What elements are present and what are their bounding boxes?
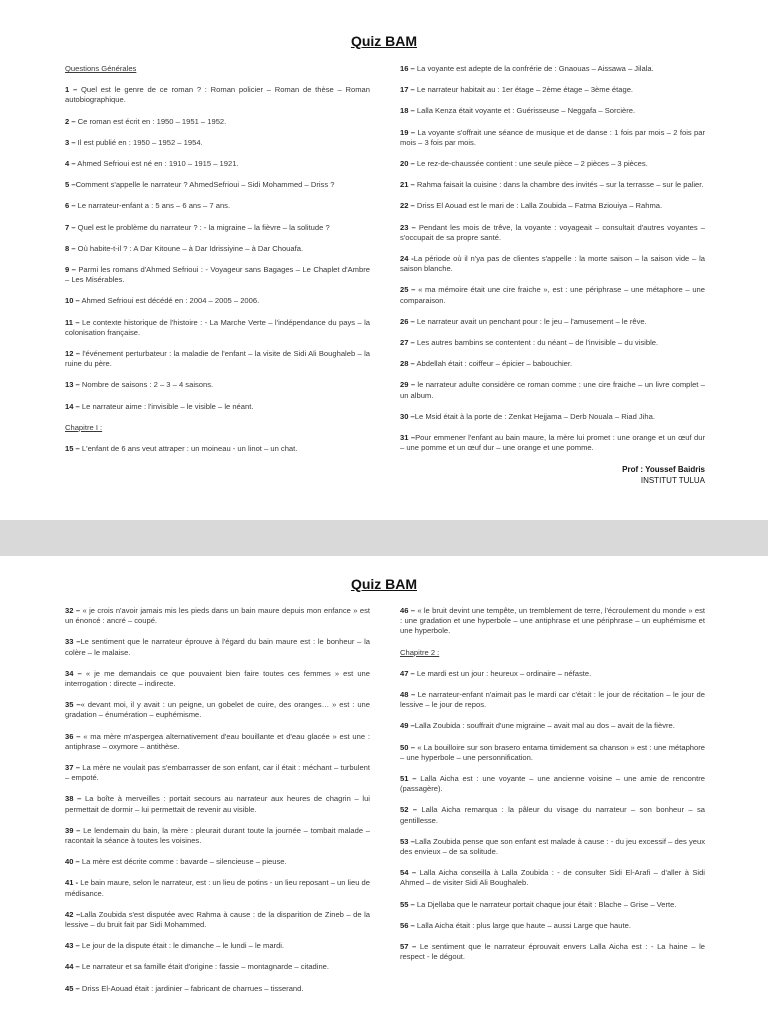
question-text: Lalla Zoubida pense que son enfant est malade à cause : - du jeu excessif – des yeux des envieux – de sa solitude. — [400, 836, 706, 857]
question-text: Quel est le problème du narrateur ? : - la migraine – la fièvre – la solitude ? — [75, 222, 330, 232]
question-item — [65, 763, 370, 783]
question-number: 53 – — [400, 836, 415, 846]
question-number: 50 – — [400, 742, 415, 752]
question-number: 10 – — [65, 296, 80, 306]
question-text: Le rez-de-chaussée contient : une seule pièce – 2 pièces – 3 pièces. — [414, 159, 648, 169]
question-number: 30 – — [400, 411, 415, 421]
question-item — [400, 254, 705, 274]
question-number: 54 – — [400, 868, 417, 878]
question-number: 44 – — [65, 962, 80, 972]
question-text: « La bouilloire sur son brasero entama timidement sa chanson » est : une métaphore – une hyperbole – une personnification. — [400, 742, 706, 762]
question-text: La mère est décrite comme : bavarde – silencieuse – pieuse. — [79, 857, 287, 867]
question-text: Le sentiment que le narrateur éprouvait envers Lalla Aicha est : - La haine – le respect - le dégout. — [400, 942, 705, 962]
question-text: Le mardi est un jour : heureux – ordinaire – néfaste. — [414, 668, 592, 678]
question-number: 16 – — [400, 64, 415, 73]
question-item — [400, 106, 705, 116]
question-text: Quel est le genre de ce roman ? : Roman policier – Roman de thèse – Roman autobiographique. — [65, 85, 370, 105]
question-number: 27 – — [400, 338, 415, 348]
question-number: 3 – — [65, 137, 76, 147]
question-text: Le narrateur-enfant n'aimait pas le mardi car c'était : le jour de récitation – le jour de lessive – le jour de repos. — [400, 690, 705, 710]
question-item — [65, 826, 370, 846]
page-title: Quiz BAM — [350, 33, 418, 49]
question-number: 11 – — [65, 317, 80, 327]
question-number: 34 – — [65, 668, 82, 678]
question-text: La période où il n'ya pas de clientes s'appelle : la morte saison – la saison vide – la saison blanche. — [400, 254, 705, 274]
question-item — [65, 910, 370, 930]
question-item — [65, 637, 370, 657]
question-number: 55 – — [400, 899, 415, 909]
question-number: 14 – — [65, 401, 80, 411]
question-item — [65, 380, 370, 390]
question-item — [400, 721, 705, 731]
question-text: Il est publié en : 1950 – 1952 – 1954. — [75, 137, 203, 147]
question-number: 52 – — [400, 805, 418, 815]
question-number: 8 – — [65, 243, 76, 253]
section-heading-chapter-2: Chapitre 2 : — [400, 647, 440, 657]
question-item — [65, 296, 370, 306]
question-text: Driss El-Aouad était : jardinier – fabricant de charrues – tisserand. — [79, 983, 304, 993]
question-item — [400, 433, 705, 453]
question-list — [400, 606, 705, 637]
page-title: Quiz BAM — [350, 576, 418, 592]
question-text: le narrateur adulte considère ce roman comme : une cire fraiche – un livre complet – un album. — [400, 380, 706, 400]
question-number: 36 – — [65, 731, 81, 741]
question-text: Le narrateur avait un penchant pour : le jeu – l'amusement – le rêve. — [414, 316, 647, 326]
question-text: Le Msid était à la porte de : Zenkat Hejjama – Derb Nouala – Riad Jiha. — [414, 411, 655, 421]
question-item — [65, 962, 370, 972]
question-text: « ma mère m'aspergea alternativement d'eau bouillante et d'eau glacée » est une : antiphrase – oxymore – antithèse. — [65, 731, 371, 751]
question-text: L'enfant de 6 ans veut attraper : un moineau - un linot – un chat. — [79, 444, 298, 454]
right-column — [400, 64, 705, 486]
question-text: « je crois n'avoir jamais mis les pieds dans un bain maure depuis mon enfance » est un énoncé : ancré – coupé. — [65, 606, 371, 626]
question-text: Lalla Zoubida : souffrait d'une migraine – avait mal au dos – avait de la fièvre. — [414, 721, 675, 731]
question-item — [400, 412, 705, 422]
question-item — [65, 85, 370, 105]
question-text: Le narrateur aime : l'invisible – le visible – le néant. — [79, 401, 254, 411]
question-number: 35 – — [65, 700, 81, 710]
question-item — [400, 900, 705, 910]
teacher-name: Prof : Youssef Baidris — [622, 465, 705, 475]
question-item — [65, 318, 370, 338]
question-number: 17 – — [400, 85, 415, 95]
question-item — [65, 669, 370, 689]
question-text: Le contexte historique de l'histoire : - La Marche Verte – l'indépendance du pays – la colonisation française. — [65, 317, 370, 337]
question-list — [65, 444, 370, 454]
question-text: Lalla Kenza était voyante et : Guérisseuse – Neggafa – Sorcière. — [414, 106, 636, 116]
question-text: Abdellah était : coiffeur – épicier – babouchier. — [414, 359, 573, 369]
question-item — [400, 201, 705, 211]
question-text: La voyante est adepte de la confrérie de : Gnaouas – Aissawa – Jilala. — [414, 64, 654, 73]
question-number: 51 – — [400, 774, 417, 784]
question-number: 1 – — [65, 85, 78, 95]
question-item — [65, 180, 370, 190]
question-text: Le lendemain du bain, la mère : pleurait durant toute la journée – tombait malade – racontait la séance à toutes les voisines. — [65, 825, 370, 846]
question-text: Driss El Aouad est le mari de : Lalla Zoubida – Fatma Bziouiya – Rahma. — [414, 201, 663, 211]
question-text: l'événement perturbateur : la maladie de l'enfant – la visite de Sidi Ali Boughaleb – la ruine du père. — [65, 349, 371, 369]
right-column — [400, 606, 705, 973]
question-text: Ahmed Sefrioui est décédé en : 2004 – 2005 – 2006. — [79, 296, 260, 306]
question-text: « devant moi, il y avait : un peigne, un gobelet de cuire, des oranges… » est : une gradation – énumération – euphémisme. — [65, 700, 370, 720]
question-item — [400, 359, 705, 369]
question-number: 2 – — [65, 116, 76, 126]
question-list — [400, 64, 705, 453]
question-item — [65, 732, 370, 752]
question-item — [400, 743, 705, 763]
question-number: 41 - — [65, 878, 79, 888]
question-item — [65, 984, 370, 994]
question-text: Ce roman est écrit en : 1950 – 1951 – 1952. — [75, 116, 227, 126]
question-item — [65, 201, 370, 211]
question-item — [65, 941, 370, 951]
question-text: Le bain maure, selon le narrateur, est : un lieu de potins - un lieu reposant – un lieu de médisance. — [65, 878, 371, 898]
question-number: 45 – — [65, 983, 80, 993]
quiz-page-2 — [0, 556, 768, 1024]
question-item — [400, 85, 705, 95]
question-text: Parmi les romans d'Ahmed Sefrioui : - Voyageur sans Bagages – Le Chaplet d'Ambre – Les Misérables. — [65, 265, 370, 285]
question-number: 33 – — [65, 637, 81, 647]
question-text: Rahma faisait la cuisine : dans la chambre des invités – sur la terrasse – sur le palier. — [414, 180, 704, 190]
question-item — [400, 690, 705, 710]
question-item — [400, 223, 705, 243]
question-text: Nombre de saisons : 2 – 3 – 4 saisons. — [79, 380, 214, 390]
question-number: 37 – — [65, 763, 80, 773]
question-text: Pour emmener l'enfant au bain maure, la mère lui promet : une orange et un œuf dur – une pomme et un œuf dur – une orange et une pomme. — [400, 433, 705, 453]
question-item — [400, 774, 705, 794]
question-number: 19 – — [400, 127, 416, 137]
left-column — [65, 606, 370, 1005]
question-number: 18 – — [400, 106, 415, 116]
question-text: Lalla Aicha est : une voyante – une ancienne voisine – une amie de rencontre (passagère). — [400, 774, 705, 794]
question-text: Lalla Zoubida s'est disputée avec Rahma à cause : de la disparition de Zineb – de la lessive – du bruit fait par Sidi Mohammed. — [65, 909, 370, 930]
question-item — [65, 244, 370, 254]
question-item — [400, 606, 705, 637]
question-number: 7 – — [65, 222, 76, 232]
question-number: 9 – — [65, 265, 76, 275]
section-heading-general: Questions Générales — [65, 64, 137, 73]
question-text: La boîte à merveilles : portait secours au narrateur aux heures de chagrin – lui permettait de dormir – lui permettait de revenir au visible. — [65, 794, 370, 814]
question-text: « je me demandais ce que pouvaient bien faire toutes ces femmes » est une interrogation : directe – indirecte. — [65, 668, 370, 689]
question-text: Le jour de la dispute était : le dimanche – le lundi – le mardi. — [79, 941, 285, 951]
question-text: La mère ne voulait pas s'embarrasser de son enfant, car il était : méchant – turbulent – empoté. — [65, 763, 371, 783]
question-item — [65, 138, 370, 148]
question-list — [65, 85, 370, 412]
question-number: 39 – — [65, 825, 81, 835]
question-text: Le sentiment que le narrateur éprouve à l'égard du bain maure est : le bonheur – la colère – le malaise. — [65, 637, 370, 657]
question-item — [65, 700, 370, 720]
signature-block — [400, 464, 705, 486]
question-number: 56 – — [400, 920, 415, 930]
question-text: Lalla Aicha remarqua : la pâleur du visage du narrateur – son bonheur – sa gentillesse. — [400, 805, 706, 825]
question-item — [400, 338, 705, 348]
question-item — [400, 837, 705, 857]
question-item — [400, 128, 705, 148]
question-number: 20 – — [400, 159, 415, 169]
question-item — [65, 349, 370, 369]
question-item — [400, 159, 705, 169]
question-number: 24 - — [400, 254, 414, 264]
question-number: 5 – — [65, 180, 76, 190]
question-list — [400, 669, 705, 963]
question-text: La Djellaba que le narrateur portait chaque jour était : Blache – Grise – Verte. — [414, 899, 677, 909]
question-text: Les autres bambins se contentent : du néant – de l'invisible – du visible. — [414, 338, 659, 348]
question-number: 43 – — [65, 941, 80, 951]
question-number: 31 – — [400, 433, 416, 443]
question-item — [400, 180, 705, 190]
question-number: 4 – — [65, 159, 76, 169]
question-number: 47 – — [400, 668, 415, 678]
question-number: 32 – — [65, 606, 81, 615]
question-number: 26 – — [400, 316, 415, 326]
question-item — [400, 669, 705, 679]
question-number: 49 – — [400, 721, 415, 731]
question-number: 21 – — [400, 180, 415, 190]
question-item — [65, 159, 370, 169]
question-number: 15 – — [65, 444, 80, 454]
question-text: Lalla Aicha était : plus large que haute – aussi Large que haute. — [414, 920, 631, 930]
question-number: 29 – — [400, 380, 416, 390]
question-number: 46 – — [400, 606, 415, 615]
question-text: Où habite-t-il ? : A Dar Kitoune – à Dar Idrissiyine – à Dar Chouafa. — [75, 243, 304, 253]
question-item — [400, 868, 705, 888]
question-number: 25 – — [400, 285, 416, 295]
question-number: 13 – — [65, 380, 80, 390]
question-item — [400, 64, 705, 74]
question-item — [65, 794, 370, 814]
question-text: Lalla Aicha conseilla à Lalla Zoubida : - de consulter Sidi El-Arafi – d'aller à Sidi Ahmed – de visiter Sidi Ali Boughaleb. — [400, 868, 705, 888]
question-number: 57 – — [400, 942, 417, 952]
question-number: 40 – — [65, 857, 80, 867]
question-text: Comment s'appelle le narrateur ? AhmedSefrioui – Sidi Mohammed – Driss ? — [75, 180, 335, 190]
left-column — [65, 64, 370, 465]
question-item — [400, 921, 705, 931]
question-text: Ahmed Sefrioui est né en : 1910 – 1915 – 1921. — [75, 159, 239, 169]
question-text: Le narrateur habitait au : 1er étage – 2ème étage – 3ème étage. — [414, 85, 634, 95]
question-number: 22 – — [400, 201, 415, 211]
question-text: Le narrateur-enfant a : 5 ans – 6 ans – 7 ans. — [75, 201, 231, 211]
question-item — [400, 805, 705, 825]
question-item — [400, 317, 705, 327]
question-item — [65, 606, 370, 626]
question-item — [65, 402, 370, 412]
question-number: 28 – — [400, 359, 415, 369]
section-heading-chapter-1: Chapitre I : — [65, 422, 103, 432]
question-text: Le narrateur et sa famille était d'origine : fassie – montagnarde – citadine. — [79, 962, 330, 972]
question-number: 48 – — [400, 690, 416, 700]
question-item — [400, 285, 705, 305]
question-number: 6 – — [65, 201, 76, 211]
question-text: Pendant les mois de trêve, la voyante : voyageait – consultait d'autres voyantes – s'occupait de sa propre santé. — [400, 222, 705, 242]
question-number: 23 – — [400, 222, 416, 232]
question-item — [65, 857, 370, 867]
question-list — [65, 606, 370, 994]
question-item — [65, 878, 370, 898]
question-text: La voyante s'offrait une séance de musique et de danse : 1 fois par mois – 2 fois par mois – 3 fois par mois. — [400, 127, 706, 147]
question-number: 42 – — [65, 909, 81, 919]
question-item — [65, 223, 370, 233]
question-text: « le bruit devint une tempête, un tremblement de terre, l'écroulement du monde » est : une gradation et une hyperbole – une antiphrase et une périphrase – un euphémisme et une hyperbole. — [400, 606, 705, 636]
institute-name: INSTITUT TULUA — [640, 476, 705, 486]
question-item — [400, 942, 705, 962]
question-item — [65, 444, 370, 454]
question-item — [65, 117, 370, 127]
question-number: 38 – — [65, 794, 82, 804]
question-number: 12 – — [65, 349, 81, 359]
question-item — [400, 380, 705, 400]
question-text: « ma mémoire était une cire fraiche », est : une périphrase – une métaphore – une comparaison. — [400, 285, 705, 305]
question-item — [65, 265, 370, 285]
